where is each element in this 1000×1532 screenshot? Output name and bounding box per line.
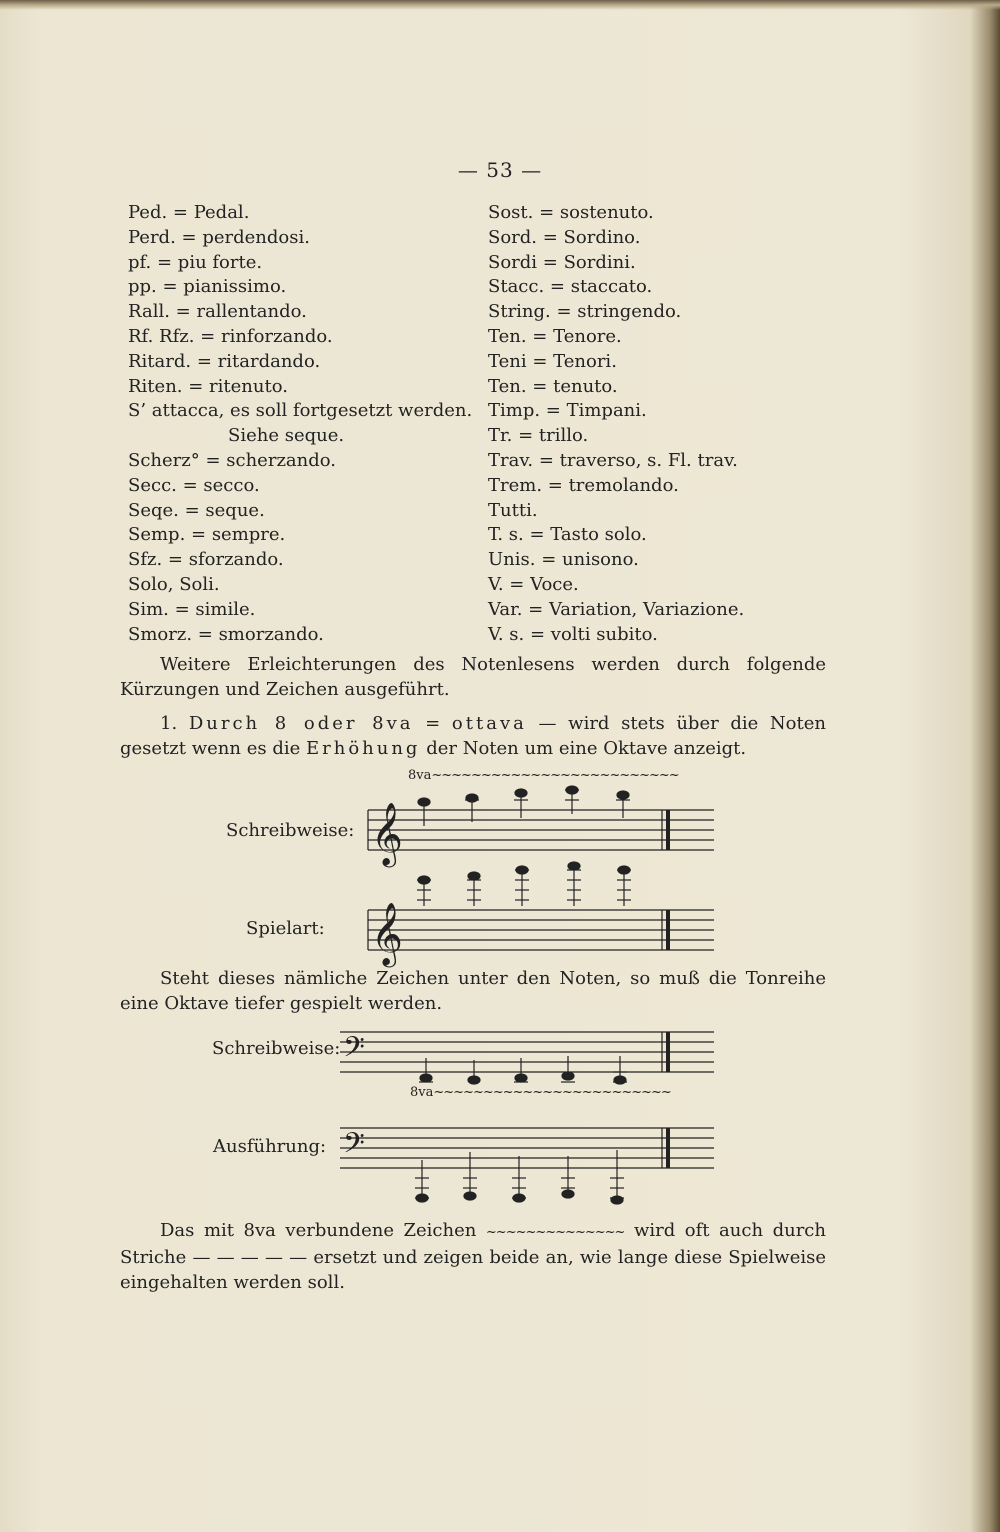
below-paragraph: Steht dieses nämliche Zeichen unter den Noten, so muß die Tonreihe eine Oktave tiefer gespielt werden. — [120, 968, 826, 1014]
abbreviation-entry: Seqe. = seque. — [128, 499, 265, 521]
abbreviation-entry: Sordi = Sordini. — [488, 251, 636, 273]
label-spielart: Spielart: — [246, 918, 325, 939]
item-text: — wird stets über die Noten gesetzt wenn es die — [120, 713, 826, 759]
bass-clef-icon: 𝄢 — [343, 1127, 365, 1167]
abbreviation-entry: Siehe seque. — [228, 425, 345, 447]
abbreviation-entry: Sord. = Sordino. — [488, 226, 641, 248]
item-text-tail: der Noten um eine Oktave anzeigt. — [426, 738, 747, 759]
abbreviation-entry: Sfz. = sforzando. — [128, 549, 284, 571]
abbreviation-entry: Stacc. = staccato. — [488, 276, 653, 298]
abbreviation-entry: V. s. = volti subito. — [488, 623, 658, 645]
ottava-mark: 8va~~~~~~~~~~~~~~~~~~~~~~~~~ — [408, 768, 679, 783]
closing-paragraph: Das mit 8va verbundene Zeichen ~~~~~~~~~~~~~~ wird oft auch durch Striche — — — — — ersetzt und zeigen beide an, wie lange diese Spielweise eingehalten werden soll. — [120, 1220, 827, 1293]
abbreviation-entry: String. = stringendo. — [488, 301, 682, 323]
abbreviation-entry: Sost. = sostenuto. — [488, 202, 654, 223]
intro-paragraph: Weitere Erleichterungen des Notenlesens werden durch folgende Kürzungen und Zeichen ausgeführt. — [120, 654, 826, 700]
abbreviation-entry: Solo, Soli. — [128, 573, 220, 595]
staff-bass-played — [340, 1128, 714, 1168]
item-emphasis: Erhöhung — [305, 738, 421, 759]
staff-treble-played — [368, 910, 714, 950]
abbreviation-entry: Ritard. = ritardando. — [128, 350, 321, 372]
abbreviation-entry: Ped. = Pedal. — [128, 202, 250, 223]
item-number: 1. — [160, 713, 178, 734]
abbreviation-entry: pp. = pianissimo. — [128, 276, 287, 298]
abbreviation-entry: Rall. = rallentando. — [128, 301, 307, 323]
staff-bass-written — [340, 1032, 714, 1072]
abbreviation-entry: Trav. = traverso, s. Fl. trav. — [488, 449, 738, 471]
abbreviation-entry: Timp. = Timpani. — [488, 400, 647, 422]
abbreviation-entry: Perd. = perdendosi. — [128, 226, 310, 248]
abbreviation-entry: pf. = piu forte. — [128, 251, 263, 273]
abbreviation-entry: Riten. = ritenuto. — [128, 375, 288, 397]
abbreviation-entry: Trem. = tremolando. — [488, 474, 679, 496]
abbreviation-entry: S’ attacca, es soll fortgesetzt werden. — [128, 400, 473, 422]
notes-played — [417, 862, 631, 906]
treble-clef-icon: 𝄞 — [371, 902, 403, 965]
treble-clef-icon: 𝄞 — [371, 802, 403, 865]
label-ausfuehrung: Ausführung: — [213, 1136, 327, 1157]
abbreviation-entry: V. = Voce. — [488, 573, 579, 595]
abbreviation-entry: Smorz. = smorzando. — [128, 623, 324, 645]
abbreviation-entry: Teni = Tenori. — [488, 350, 617, 372]
abbreviation-entry: Ten. = tenuto. — [488, 375, 618, 397]
abbreviation-entry: Unis. = unisono. — [488, 549, 639, 571]
staff-treble-written — [368, 810, 714, 850]
equals-sign: = — [425, 713, 441, 734]
abbreviation-entry: T. s. = Tasto solo. — [488, 524, 647, 546]
abbreviation-entry: Tr. = trillo. — [488, 425, 589, 447]
item-lead: Durch 8 oder 8va — [188, 713, 414, 734]
label-schreibweise-1: Schreibweise: — [226, 820, 355, 841]
bass-clef-icon: 𝄢 — [343, 1031, 365, 1071]
notes-bass-written — [419, 1056, 627, 1084]
abbreviation-entry: Scherz° = scherzando. — [128, 449, 337, 471]
abbreviation-entry: Var. = Variation, Variazione. — [488, 598, 745, 620]
abbreviation-entry: Ten. = Tenore. — [488, 325, 622, 347]
label-schreibweise-2: Schreibweise: — [212, 1038, 341, 1059]
abbreviation-entry: Semp. = sempre. — [128, 524, 286, 546]
ottava-mark-below: 8va~~~~~~~~~~~~~~~~~~~~~~~~ — [410, 1085, 671, 1100]
item-term: ottava — [451, 713, 527, 734]
abbreviation-entry: Tutti. — [488, 499, 538, 521]
abbreviation-entry: Sim. = simile. — [128, 598, 256, 620]
page-number: — 53 — — [457, 158, 543, 182]
abbreviation-entry: Rf. Rfz. = rinforzando. — [128, 325, 333, 347]
abbreviation-entry: Secc. = secco. — [128, 474, 260, 496]
